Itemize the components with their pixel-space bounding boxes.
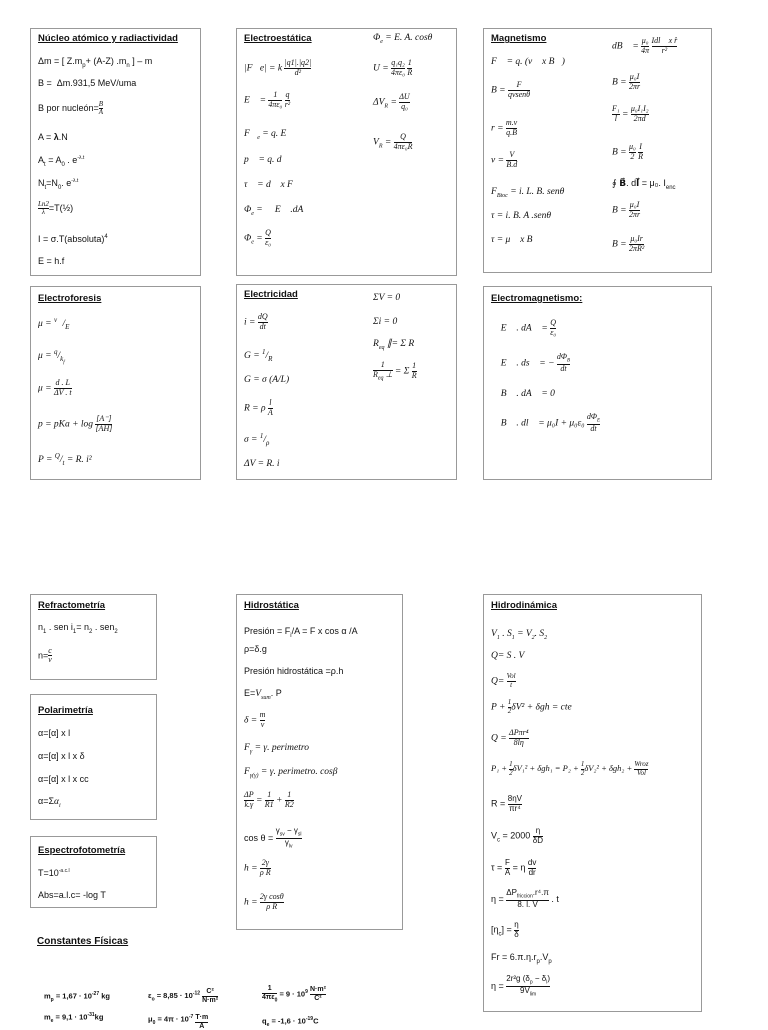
formula: Σi = 0 <box>373 317 398 327</box>
nucleo-title: Núcleo atómico y radiactividad <box>38 33 178 44</box>
formula: R = $\frac{8\eta V}{\text{πr⁴}}$ <box>491 794 522 813</box>
formula: $\mu = ^q/_{k_f}$ <box>38 348 65 366</box>
polarimetria-box <box>30 694 157 820</box>
refractometria-title: Refractometría <box>38 600 106 611</box>
formula: τ⃗ = d⃗ x F⃗ <box>244 180 301 190</box>
formula: ρ=δ.g <box>244 644 267 654</box>
hidrostatica-box <box>236 594 403 930</box>
formula: Q = ΔPπr⁴ 8lη <box>491 728 529 747</box>
formula: $n_1$ . sen $i_1= n_2$ . sen$_2$ <box>38 622 118 635</box>
formula: v = $\frac{V}{B.d}$ <box>491 150 518 169</box>
formula: ΣV = 0 <box>373 293 401 303</box>
formula: ∮ E⃗ . ds⃗ = − $d\Phi_B$ dt <box>491 352 571 374</box>
formula: cos θ = $\gamma_{sv} - \gamma_{sl}$ $\gamma_{lv}$ <box>244 826 302 850</box>
constant-mu0: $\mu_0 = 4\pi \cdot 10^{-7}$ $\frac{T\cdot m}{A}$ <box>148 1014 209 1030</box>
formula: $[\eta_c]$ = $\frac{\eta}{\delta}$ <box>491 920 519 939</box>
formula: h = $\frac{\text{2γ cosθ}}{\text{ρ R}}$ <box>244 892 284 911</box>
formula: ∯ E⃗ . dA⃗ = $\frac{Q}{\text{ε₀}}$ <box>491 318 557 337</box>
polarimetria-title: Polarimetría <box>38 705 93 716</box>
refractometria-box <box>30 594 157 680</box>
formula: $\mu = ^{v⃗}/_{E⃗}$ <box>38 316 75 332</box>
constant-me: $m_e = 9,1 \cdot 10^{-31}kg$ <box>44 1012 104 1024</box>
formula: n= $\frac{c}{v}$ <box>38 646 52 665</box>
magnetismo-box <box>483 28 712 273</box>
formula: Q= S . V <box>491 651 525 661</box>
formula: τ = μ⃗ x B⃗ <box>491 235 540 245</box>
formula: $F_{\gamma(\gamma)} = \gamma$. perimetro. cosβ <box>244 767 338 779</box>
electricidad-box <box>236 284 457 480</box>
hidrostatica-title: Hidrostática <box>244 600 299 611</box>
formula: $\sigma = ^1/_\rho$ <box>244 432 270 448</box>
formula: p = pKa + log $\frac{[A^-]}{[AH]}$ <box>38 414 113 433</box>
hidrodinamica-box <box>483 594 702 1012</box>
nucleo-line: B = Δm.931,5 MeV/uma <box>38 78 137 88</box>
formula: $R_{eq}$ ∥= Σ R <box>373 339 415 351</box>
formula: $F_\gamma = \gamma$. perimetro <box>244 743 309 755</box>
formula: Q= Vol t <box>491 672 516 689</box>
formula: $G = ^1/_R$ <box>244 348 273 364</box>
formula: $V_c = 2000$ $\frac{\eta}{\delta D}$ <box>491 826 544 845</box>
nucleo-line: $N_t=N_0$. $e^{-\lambda.t}$ <box>38 178 79 191</box>
formula: $E=V_{sum}$. P <box>244 688 282 701</box>
formula: $\Phi_e = E$. A. cosθ <box>373 33 433 45</box>
nucleo-line: Δm = [ $Z.m_p+ (A-Z)$ $.m_n$ ] – m <box>38 56 153 69</box>
formula: η = $\Delta P_{friccion}.r^4.\pi$ 8. l. V . t <box>491 888 559 910</box>
formula: ∮ B⃗ . dl⃗ = μ₀I + μ₀ε₀ $d\Phi_E$ dt <box>491 412 601 434</box>
formula: $F_{Btoc} = i$. L. B. senθ <box>491 187 565 199</box>
formula: τ = i. B. A .senθ <box>491 211 552 221</box>
formula: μ = $\frac{d . L}{\Delta V . t}$ <box>38 378 72 397</box>
formula: Presión hidrostática =ρ.h <box>244 666 344 676</box>
nucleo-box <box>30 28 201 276</box>
formula: B = F qvsenθ <box>491 80 531 99</box>
constant-eps0: $\varepsilon_o = 8,85 \cdot 10^{-12}$ $\frac{\text{C²}}{\text{N·m²}}$ <box>148 988 219 1004</box>
formula: F⃗ = q. (v⃗ x B⃗) <box>491 57 565 67</box>
formula: $\frac{\Delta P}{k.\gamma}$ = $\frac{1}{R1}$ + $\frac{1}{R2}$ <box>244 790 294 809</box>
formula: E⃗ = $\frac{1}{\text{4πε₀}}$ $\frac{q}{\text{r²}}$ <box>244 90 291 109</box>
formula: $T=10^{-a.c.l}$ <box>38 868 70 878</box>
constant-qe: $q_e = -1,6 \cdot 10^{-19}C$ <box>262 1016 319 1028</box>
formula: η = $\frac{2r^2g (\delta_p - \delta_l)}{9V_{lim}}$ <box>491 974 550 998</box>
formula: $P = ^Q/_t = R$. i² <box>38 452 92 468</box>
formula: ∯ B⃗ . dA⃗ = 0 <box>491 389 555 399</box>
formula: B = $\frac{\text{μ₀I}}{2\pi r}$ <box>612 200 641 219</box>
formula: $\frac{\text{F₁}}{l}$ = $\frac{\text{μ₀I₁I₂}}{2\pi d}$ <box>612 104 649 123</box>
constantes-title: Constantes Físicas <box>37 936 129 947</box>
formula: U = $\frac{\text{q₁q₂}}{\text{4πε₀}}$ $\frac{1}{R}$ <box>373 58 413 77</box>
formula: ΔV = R. i <box>244 459 280 469</box>
nucleo-line: E = h.f <box>38 256 65 266</box>
formula: α=[α] x l x δ <box>38 751 85 761</box>
formula: P + $\frac{1}{2}$ δV² + δgh = cte <box>491 698 572 715</box>
formula: |F⃗e| = k $\frac{|q1|.|q2|}{\text{d²}}$ <box>244 58 312 77</box>
nucleo-line: $\frac{Ln2}{\lambda}$ =T(½) <box>38 200 74 216</box>
electroestatica-box <box>236 28 457 276</box>
formula: δ = $\frac{m}{v}$ <box>244 710 266 729</box>
nucleo-line: B por nucleón= $\frac{B}{A}$ <box>38 100 104 116</box>
formula: 1 $R_{eq}$ ⊥ = Σ $\frac{1}{R}$ <box>373 360 417 382</box>
formula: r = $\frac{m.v}{q.B}$ <box>491 118 518 137</box>
formula: B = $\frac{\text{μ₀}}{2}$ $\frac{I}{R}$ <box>612 142 644 161</box>
nucleo-line: $A_t = A_0$ . $e^{-\lambda.t}$ <box>38 155 85 168</box>
formula: ∮ B⃗. dl⃗ = μ₀. $I_{enc}$ <box>612 178 676 191</box>
hidrodinamica-title: Hidrodinámica <box>491 600 557 611</box>
formula: $F⃗_e = q$. E⃗ <box>244 129 294 141</box>
formula: h = $\frac{2\gamma}{\text{ρ R}}$ <box>244 858 271 877</box>
formula: p⃗ = q. d⃗ <box>244 155 289 165</box>
espectro-title: Espectrofotometría <box>38 845 126 856</box>
electricidad-title: Electricidad <box>244 289 298 300</box>
formula: G = σ (A/L) <box>244 375 290 385</box>
formula: $V_1$ . $S_1 = V_2$. $S_2$ <box>491 629 548 641</box>
electroforesis-title: Electroforesis <box>38 293 102 304</box>
formula: Abs=a.l.c= -log T <box>38 890 106 900</box>
nucleo-line: A = λ.N <box>38 132 68 142</box>
constant-mp: $m_p = 1,67 \cdot 10^{-27}$ kg <box>44 991 110 1003</box>
espectro-box <box>30 836 157 908</box>
formula: $Fr = 6.\pi.\eta.r_p.V_p$ <box>491 952 552 965</box>
formula: α=[α] x l x cc <box>38 774 89 784</box>
formula: $\alpha=\Sigma\alpha_i$ <box>38 796 61 809</box>
formula: $\Phi_e$ = $\frac{Q}{\text{ε₀}}$ <box>244 228 272 247</box>
electroforesis-box <box>30 286 201 480</box>
formula: B = $\frac{\text{μ₀I}}{2\pi r}$ <box>612 72 641 91</box>
formula: α=[α] x l <box>38 728 71 738</box>
electroestatica-title: Electroestática <box>244 33 312 44</box>
formula: dB⃗ = $\frac{\text{μ₀}}{4\pi}$ Idl⃗ x r̂ r² <box>612 36 678 55</box>
electromagnetismo-box <box>483 286 712 480</box>
magnetismo-title: Magnetismo <box>491 33 547 44</box>
formula: Presión = $F_i/A = F$ x cos α /A <box>244 626 358 639</box>
formula: P₁ + $\frac{1}{2}$ δV₁² + δgh₁ = P₂ + $\frac{1}{2}$ δV₂² + δgh₂ + Wroz Vol <box>491 760 649 777</box>
formula: B = $\frac{\text{μ₀Ir}}{\text{2πR²}}$ <box>612 234 645 253</box>
formula: i = $\frac{dQ}{dt}$ <box>244 312 268 331</box>
formula: τ = $\frac{F}{A}$ = η $\frac{dv}{dr}$ <box>491 858 537 877</box>
formula: $V_R$ = $\frac{Q}{\text{4πε₀R}}$ <box>373 132 413 151</box>
nucleo-line: I = σ.T(absoluta)$^4$ <box>38 234 108 244</box>
constant-k: $\frac{1}{4\pi\varepsilon_0}$ = $9 \cdot 10^9$ $\frac{\text{N·m²}}{\text{C²}}$ <box>262 985 326 1004</box>
electromagnetismo-title: Electromagnetismo: <box>491 293 583 304</box>
formula: R = ρ $\frac{l}{A}$ <box>244 398 273 417</box>
formula: $\Delta V_R$ = $\frac{\Delta U}{\text{q₀}}$ <box>373 92 410 111</box>
formula: $\Phi_e$ = ∮ E⃗ .dA⃗ <box>244 205 311 217</box>
